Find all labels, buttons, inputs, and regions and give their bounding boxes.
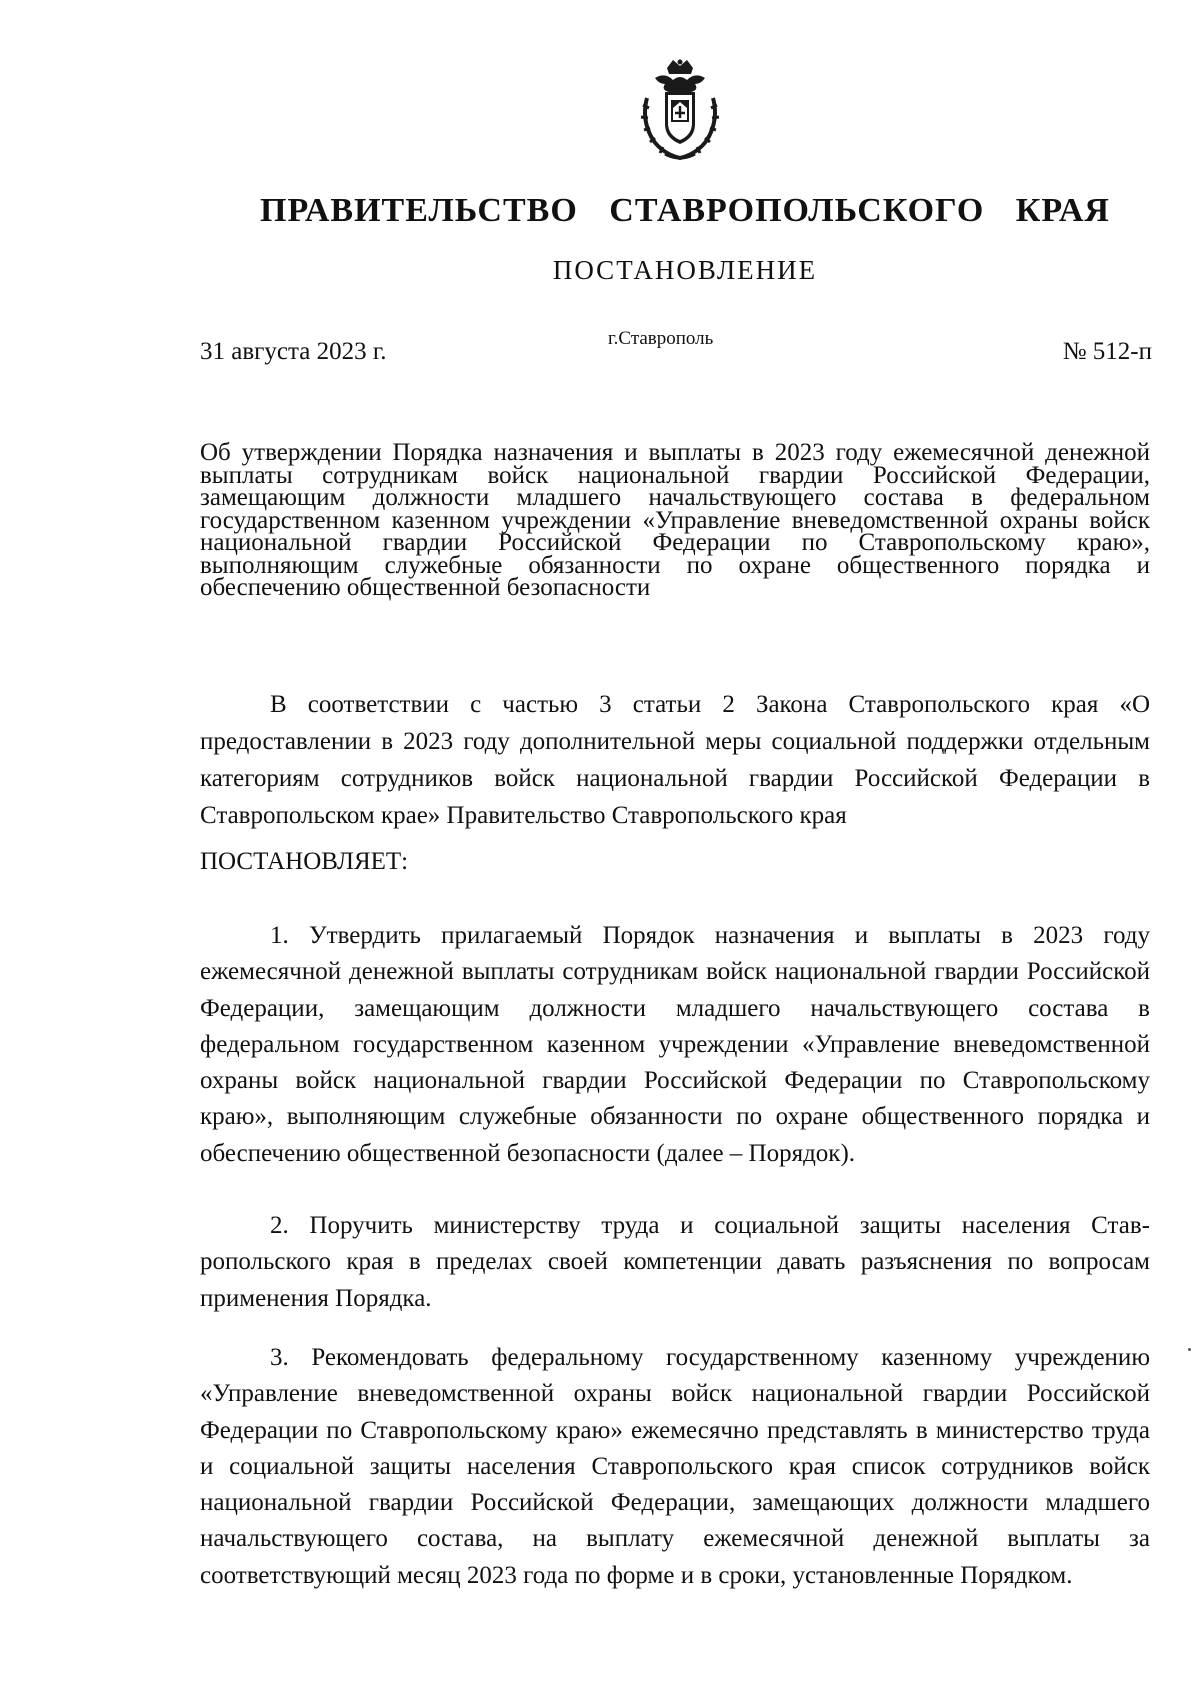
decree-keyword: ПОСТАНОВЛЯЕТ:: [200, 848, 409, 875]
document-type: ПОСТАНОВЛЕНИЕ: [552, 255, 818, 285]
document-date: 31 августа 2023 г.: [200, 338, 387, 365]
document-subject: Об утверждении Порядка назначения и выплаты в 2023 году ежемесячной денежной выплаты сотрудникам войск национальной гвардии Российской Федерации, замещающим должности младшего начальствующего состава в федеральном государственном казенном учреждении «Управление вневедомственной охраны войск национальной гвардии Российской Федерации по Ставропольскому краю», выполняющим служебные обязанности по охране общественного порядка и обеспечению общественной безопасности: [200, 439, 1150, 601]
preamble-paragraph: В соответствии с частью 3 статьи 2 Закона Ставропольского края «О предоставлении в 2023 году дополнительной меры социальной поддержки отдельным категориям сотрудников войск национальной гвардии Российской Федерации в Ставропольском крае» Правительство Ставропольского края: [200, 691, 1150, 829]
decree-item-2: 2. Поручить министерству труда и социальной защиты населения Ставропольского края в пределах своей компетенции давать разъяснения по вопросам применения Порядка.: [200, 1212, 1150, 1312]
decree-item-1: 1. Утвердить прилагаемый Порядок назначения и выплаты в 2023 году ежемесячной денежной выплаты сотрудникам войск национальной гвардии Российской Федерации, замещающим должности младшего начальствующего состава в федеральном государственном казенном учреждении «Управление вневедомственной охраны войск национальной гвардии Российской Федерации по Ставропольскому краю», выполняющим служебные обязанности по охране общественного порядка и обеспечению общественной безопасности (далее – Порядок).: [200, 922, 1150, 1167]
document-city: г.Ставрополь: [608, 328, 714, 349]
scan-speck: [1188, 1348, 1191, 1351]
decree-item-3: 3. Рекомендовать федеральному государственному казенному учреждению «Управление вневедомственной охраны войск национальной гвардии Российской Федерации по Ставропольскому краю» ежемесячно представлять в министерство труда и социальной защиты населения Ставропольского края список сотрудников войск национальной гвардии Российской Федерации, замещающих должности младшего начальствующего состава, на выплату ежемесячной денежной выплаты за соответствующий месяц 2023 года по форме и в сроки, установленные Порядком.: [200, 1344, 1150, 1589]
organization-title: ПРАВИТЕЛЬСТВО СТАВРОПОЛЬСКОГО КРАЯ: [260, 192, 1110, 229]
coat-of-arms-graphic: [635, 58, 725, 163]
document-number: № 512-п: [1062, 338, 1152, 365]
coat-of-arms-icon: [635, 58, 725, 163]
